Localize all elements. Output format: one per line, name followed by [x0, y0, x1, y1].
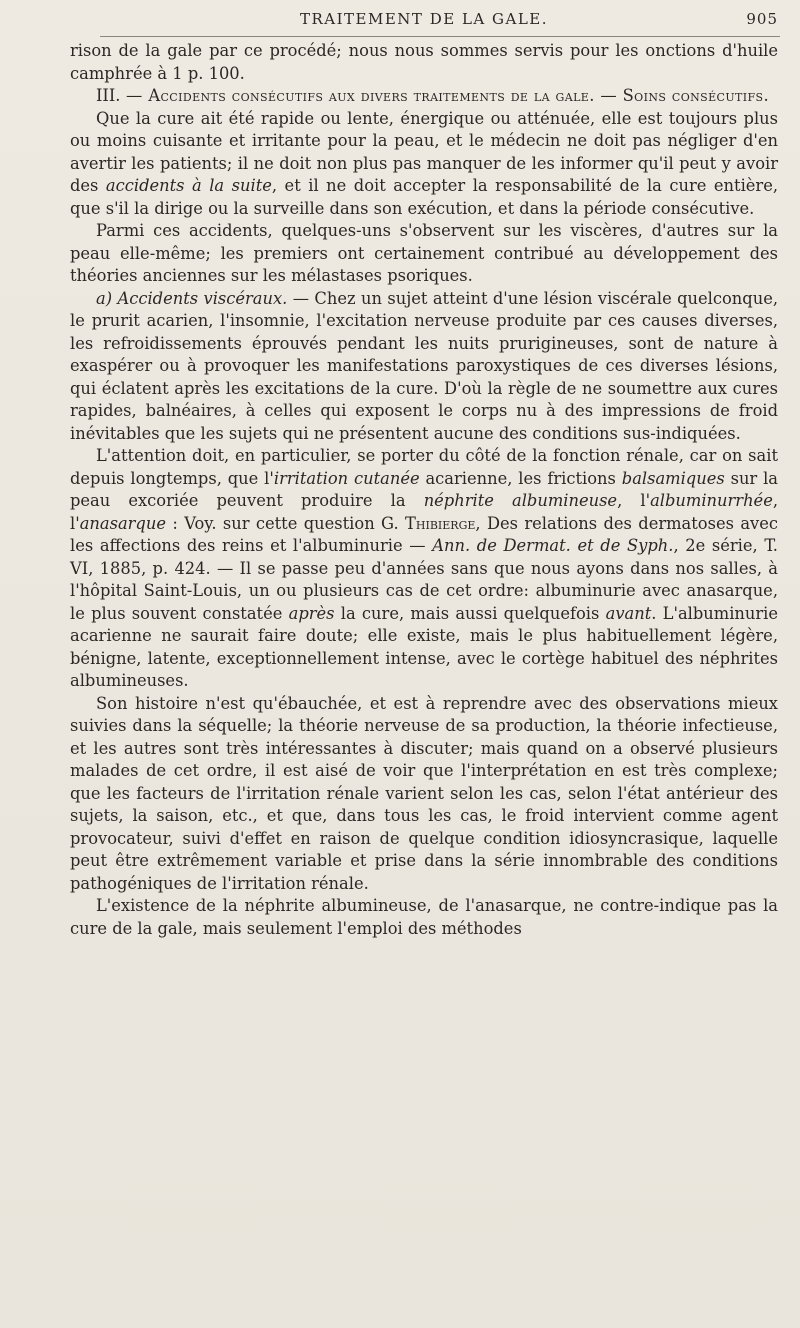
- running-head: [70, 6, 778, 36]
- section-heading: [70, 85, 778, 108]
- text-run: sur la peau excoriée peuvent produire la: [70, 468, 778, 510]
- section-numeral: III.: [96, 86, 121, 105]
- text-run: acarienne, les frictions: [419, 468, 622, 488]
- header-rule: [100, 36, 780, 37]
- text-run: Que la cure ait été rapide ou lente, énergique ou atténuée, elle est toujours plus ou moins cuisante et irritante pour la peau, et le médecin ne doit pas négliger d'en avertir les patients; il ne doit non plus pas manquer de les informer qu'il peut y avoir des: [70, 108, 778, 195]
- paragraph-visceral: [70, 288, 778, 446]
- journal-title: Ann. de Dermat. et de Syph.: [432, 536, 674, 555]
- emphasis-run: albuminurrhée: [650, 491, 773, 510]
- text-run: : Voy. sur cette question G.: [165, 513, 406, 533]
- text-run: , l': [617, 491, 651, 510]
- text-run: , et il ne doit accepter la responsabilité de la cure entière, que s'il la dirige ou la surveille dans son exécution, et dans la période consécutive.: [70, 176, 779, 218]
- paragraph-continuation: rison de la gale par ce procédé; nous nous sommes servis pour les onctions d'huile camphrée à 1 p. 100.: [70, 41, 778, 83]
- text-run: , Des relations des dermatoses avec les affections des reins et l'albuminurie —: [70, 513, 778, 555]
- subsection-label: a) Accidents viscéraux.: [96, 288, 288, 308]
- emphasis-run: anasarque: [79, 513, 166, 533]
- paragraph-accidents: Parmi ces accidents, quelques-uns s'observent sur les viscères, d'autres sur la peau elle-même; les premiers ont certainement contribué au développement des théories anciennes sur les mélastases psoriques.: [70, 221, 778, 285]
- emphasis-run: avant: [605, 603, 652, 623]
- paragraph-history: Son histoire n'est qu'ébauchée, et est à reprendre avec des observations mieux suivies dans la séquelle; la théorie nerveuse de sa production, la théorie infectieuse, et les autres sont très intéressantes à discuter; mais quand on a observé plusieurs malades de cet ordre, il est aisé de voir que l'interprétation en est très complexe; que les facteurs de l'irritation rénale varient selon les cas, selon l'état antérieur des sujets, la saison, etc., et que, dans tous les cas, le froid intervient comme agent provocateur, suivi d'effet en raison de quelque condition idiosyncrasique, laquelle peut être extrêmement variable et prise dans la série innombrable des conditions pathogéniques de l'irritation rénale.: [70, 693, 778, 893]
- paragraph-warning: [70, 108, 778, 221]
- emphasis-run: après: [288, 603, 335, 623]
- running-title: TRAITEMENT DE LA GALE.: [299, 10, 549, 28]
- author-name: Thibierge: [405, 513, 476, 533]
- text-run: , l': [70, 491, 779, 533]
- text-run: . L'albuminurie acarienne ne saurait faire doute; elle existe, mais le plus habituellement légère, bénigne, latente, exceptionnellement intense, avec le cortège habituel des néphrites albumineuses.: [70, 603, 779, 690]
- text-run: , 2e série, T. VI, 1885, p. 424. — Il se passe peu d'années sans que nous ayons dans nos salles, à l'hôpital Saint-Louis, un ou plusieurs cas de cet ordre: albuminurie avec anasarque, le plus souvent constatée: [70, 536, 778, 623]
- emphasis-run: accidents à la suite: [105, 176, 272, 195]
- paragraph-renal: [70, 445, 778, 693]
- text-run: L'attention doit, en particulier, se porter du côté de la fonction rénale, car on sait depuis longtemps, que l': [70, 446, 778, 488]
- emphasis-run: irritation cutanée: [273, 468, 420, 488]
- page-number: 905: [746, 10, 778, 28]
- paragraph-contraindication: L'existence de la néphrite albumineuse, de l'anasarque, ne contre-indique pas la cure de la gale, mais seulement l'emploi des méthodes: [70, 896, 778, 938]
- emphasis-run: balsamiques: [621, 468, 725, 488]
- section-title: — Accidents consécutifs aux divers traitements de la gale. — Soins consécutifs.: [120, 86, 770, 105]
- text-run: — Chez un sujet atteint d'une lésion viscérale quelconque, le prurit acarien, l'insomnie, l'excitation nerveuse produite par ces causes diverses, les refroidissements éprouvés pendant les nuits prurigineuses, sont de nature à exaspérer ou à provoquer les manifestations paroxystiques de ces diverses lésions, qui éclatent après les excitations de la cure. D'où la règle de ne soumettre aux cures rapides, balnéaires, à celles qui exposent le corps nu à des impressions de froid inévitables que les sujets qui ne présentent aucune des conditions sus-indiquées.: [70, 288, 779, 443]
- text-run: la cure, mais aussi quelquefois: [334, 603, 606, 623]
- emphasis-run: néphrite albumineuse: [423, 491, 618, 510]
- body-text: [70, 40, 778, 940]
